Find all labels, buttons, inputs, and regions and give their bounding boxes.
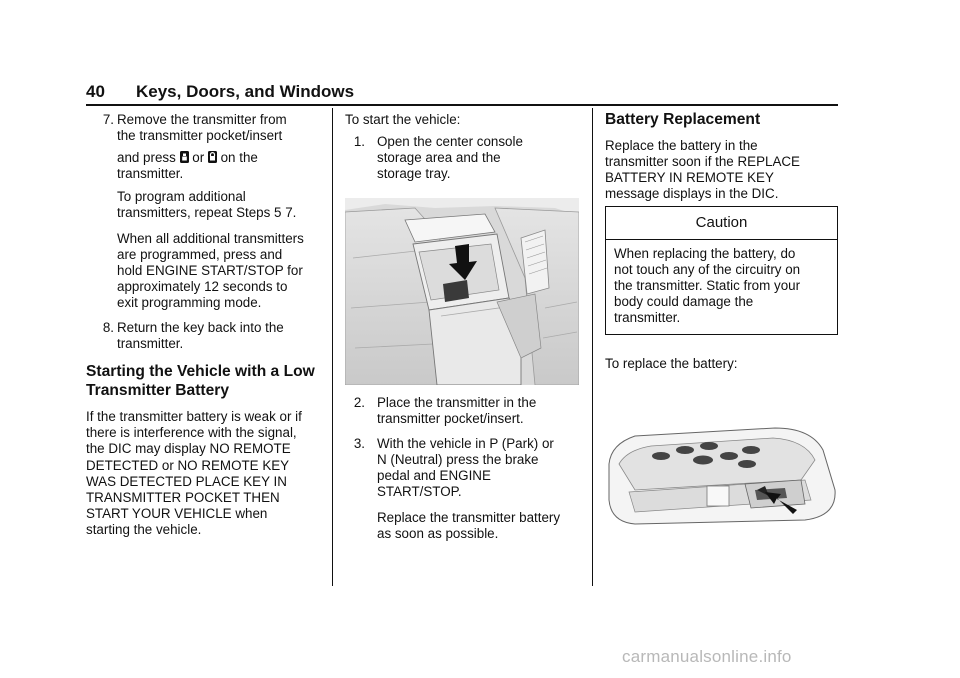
step-2: [345, 395, 585, 427]
column-2-top: [345, 112, 585, 182]
start-intro: To start the vehicle:: [345, 112, 461, 127]
paragraph-line: When all additional transmitters: [117, 230, 304, 246]
page-number: 40: [86, 82, 105, 101]
replace-soon-paragraph: [345, 510, 585, 542]
step-number: 3.: [353, 436, 365, 452]
body-line: Replace the battery in the: [605, 138, 758, 153]
caution-line: the transmitter. Static from your: [614, 278, 801, 294]
caution-line: When replacing the battery, do: [614, 246, 796, 261]
body-line: START YOUR VEHICLE when: [86, 505, 268, 521]
page-header: [86, 82, 838, 106]
body-line: DETECTED or NO REMOTE KEY: [86, 457, 290, 473]
paragraph-line: Replace the transmitter battery: [377, 509, 561, 525]
paragraph-line: exit programming mode.: [117, 294, 262, 310]
caution-line: not touch any of the circuitry on: [614, 262, 801, 278]
step-text-line: pedal and ENGINE: [377, 468, 491, 484]
battery-replacement-heading: Battery Replacement: [605, 111, 761, 128]
step-number: 7.: [102, 112, 114, 127]
battery-replacement-body: [605, 138, 840, 202]
all-programmed-paragraph: [86, 231, 326, 311]
body-line: the DIC may display NO REMOTE: [86, 441, 291, 457]
body-line: If the transmitter battery is weak or if: [86, 409, 302, 425]
program-paragraph: [86, 189, 326, 221]
step-text-line: START/STOP.: [377, 484, 462, 500]
column-3-top: [605, 110, 840, 202]
console-storage-illustration: [345, 198, 579, 385]
step-text-line: storage area and the: [377, 150, 501, 166]
step-text-line: Open the center console: [377, 134, 523, 150]
low-battery-body: [86, 409, 326, 538]
step-text: or: [188, 150, 208, 166]
step-text-line: the transmitter pocket/insert: [117, 128, 283, 144]
step-1: [345, 134, 585, 182]
unlock-icon: [180, 151, 189, 163]
body-line: starting the vehicle.: [86, 521, 202, 537]
body-line: there is interference with the signal,: [86, 425, 297, 441]
body-line: TRANSMITTER POCKET THEN: [86, 489, 280, 505]
low-battery-heading: [86, 362, 326, 400]
body-line: WAS DETECTED PLACE KEY IN: [86, 473, 287, 489]
step-text-line: Place the transmitter in the: [377, 395, 537, 410]
paragraph-line: approximately 12 seconds to: [117, 278, 288, 294]
watermark: carmanualsonline.info: [622, 647, 792, 666]
paragraph-line: hold ENGINE START/STOP for: [117, 262, 303, 278]
column-1: [86, 112, 326, 538]
column-2-bottom: [345, 395, 585, 542]
step-text: on the: [216, 150, 258, 166]
column-divider-1: [332, 108, 333, 586]
step-number: 8.: [102, 320, 114, 336]
caution-box: [605, 206, 838, 335]
step-text-line: Return the key back into the: [117, 320, 284, 336]
step-text-line: With the vehicle in P (Park) or: [377, 436, 554, 452]
step-7: [86, 112, 326, 182]
paragraph-line: are programmed, press and: [117, 246, 283, 262]
step-text-line: transmitter pocket/insert.: [377, 411, 524, 427]
heading-line: Starting the Vehicle with a Low: [86, 363, 315, 381]
step-text: and press: [117, 150, 180, 166]
caution-body: [614, 246, 832, 326]
body-line: BATTERY IN REMOTE KEY: [605, 170, 774, 186]
column-divider-2: [592, 108, 593, 586]
step-text-line: storage tray.: [377, 166, 451, 182]
caution-line: transmitter.: [614, 310, 681, 326]
step-number: 1.: [353, 134, 365, 150]
key-fob-battery-illustration: [605, 420, 837, 525]
paragraph-line: To program additional: [117, 189, 246, 205]
step-text-line: transmitter.: [117, 336, 184, 352]
paragraph-line: as soon as possible.: [377, 525, 499, 541]
body-line: message displays in the DIC.: [605, 186, 779, 202]
step-text-line: N (Neutral) press the brake: [377, 452, 539, 468]
step-number: 2.: [353, 395, 365, 410]
column-3-bottom: [605, 356, 840, 372]
body-line: transmitter soon if the REPLACE: [605, 154, 800, 170]
heading-line: Transmitter Battery: [86, 382, 229, 400]
paragraph-line: transmitters, repeat Steps 5 7.: [117, 205, 297, 221]
caution-line: body could damage the: [614, 294, 754, 310]
replace-battery-intro: To replace the battery:: [605, 356, 738, 371]
caution-title: Caution: [606, 207, 837, 240]
step-text-line: Remove the transmitter from: [117, 112, 287, 127]
lock-icon: [208, 151, 217, 163]
step-text-line: transmitter.: [117, 166, 184, 182]
step-8: [86, 320, 326, 352]
header-rule: [86, 104, 838, 106]
section-title: Keys, Doors, and Windows: [136, 82, 355, 101]
step-text-line-with-icons: [117, 150, 326, 166]
step-3: [345, 436, 585, 500]
